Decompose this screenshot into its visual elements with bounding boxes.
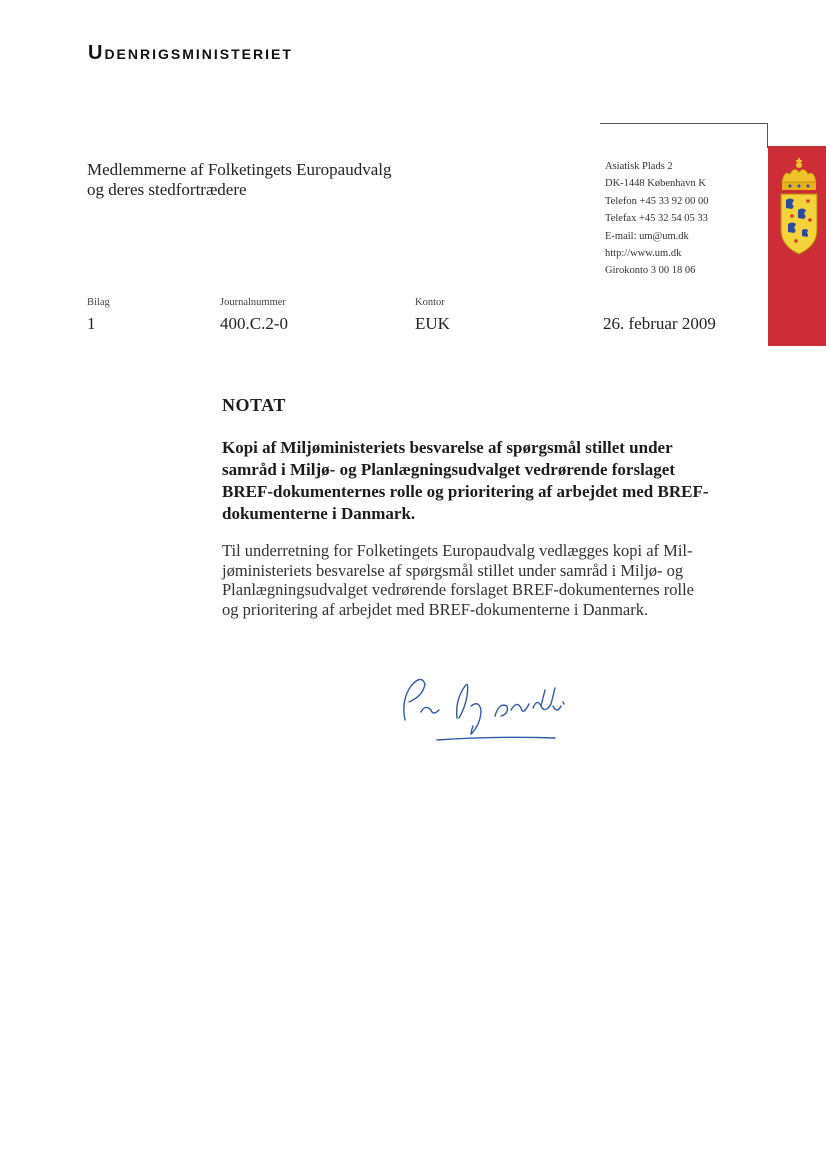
handwritten-signature xyxy=(395,660,605,755)
contact-phone: Telefon +45 33 92 00 00 xyxy=(605,195,709,207)
document-date: 26. februar 2009 xyxy=(603,314,716,333)
journal-label: Journalnummer xyxy=(220,297,286,308)
body-line: og prioritering af arbejdet med BREF-dokumenterne i Danmark. xyxy=(222,599,649,619)
ministry-header: Udenrigsministeriet xyxy=(88,42,293,64)
body-line: Planlægningsudvalget vedrørende forslaget BREF-dokumenternes rolle xyxy=(222,580,694,599)
subject-line: Kopi af Miljøministeriets besvarelse af spørgsmål stillet under xyxy=(222,438,673,457)
subject-line: samråd i Miljø- og Planlægningsudvalget vedrørende forslaget xyxy=(222,460,675,479)
contact-block xyxy=(605,158,708,280)
body-line: jøministeriets besvarelse af spørgsmål stillet under samråd i Miljø- og xyxy=(222,560,684,580)
contact-giro: Girokonto 3 00 18 06 xyxy=(605,265,696,277)
recipient-line: og deres stedfortrædere xyxy=(87,180,247,199)
subject-line: BREF-dokumenternes rolle og prioritering af arbejdet med BREF- xyxy=(222,482,709,501)
contact-website: http://www.um.dk xyxy=(605,248,682,260)
bilag-label: Bilag xyxy=(87,297,110,308)
subject-line: dokumenterne i Danmark. xyxy=(222,504,416,523)
header-rule-corner xyxy=(767,123,768,148)
coat-of-arms-icon xyxy=(768,146,826,346)
bilag-value: 1 xyxy=(87,314,96,333)
document-subject xyxy=(222,437,762,525)
coat-of-arms-band xyxy=(768,146,826,346)
contact-email: E-mail: um@um.dk xyxy=(605,230,689,242)
contact-fax: Telefax +45 32 54 05 33 xyxy=(605,213,708,225)
recipient-line: Medlemmerne af Folketingets Europaudvalg xyxy=(87,160,392,179)
contact-address: Asiatisk Plads 2 xyxy=(605,161,673,172)
kontor-label: Kontor xyxy=(415,297,445,308)
signature-icon xyxy=(395,660,605,750)
contact-postcode: DK-1448 København K xyxy=(605,178,706,190)
document-title: NOTAT xyxy=(222,395,286,415)
body-line: Til underretning for Folketingets Europaudvalg vedlægges kopi af Mil- xyxy=(222,541,693,560)
journal-value: 400.C.2-0 xyxy=(220,314,288,333)
kontor-value: EUK xyxy=(415,314,450,333)
document-body xyxy=(222,541,762,619)
header-rule xyxy=(600,123,768,124)
recipient-block xyxy=(87,160,392,200)
